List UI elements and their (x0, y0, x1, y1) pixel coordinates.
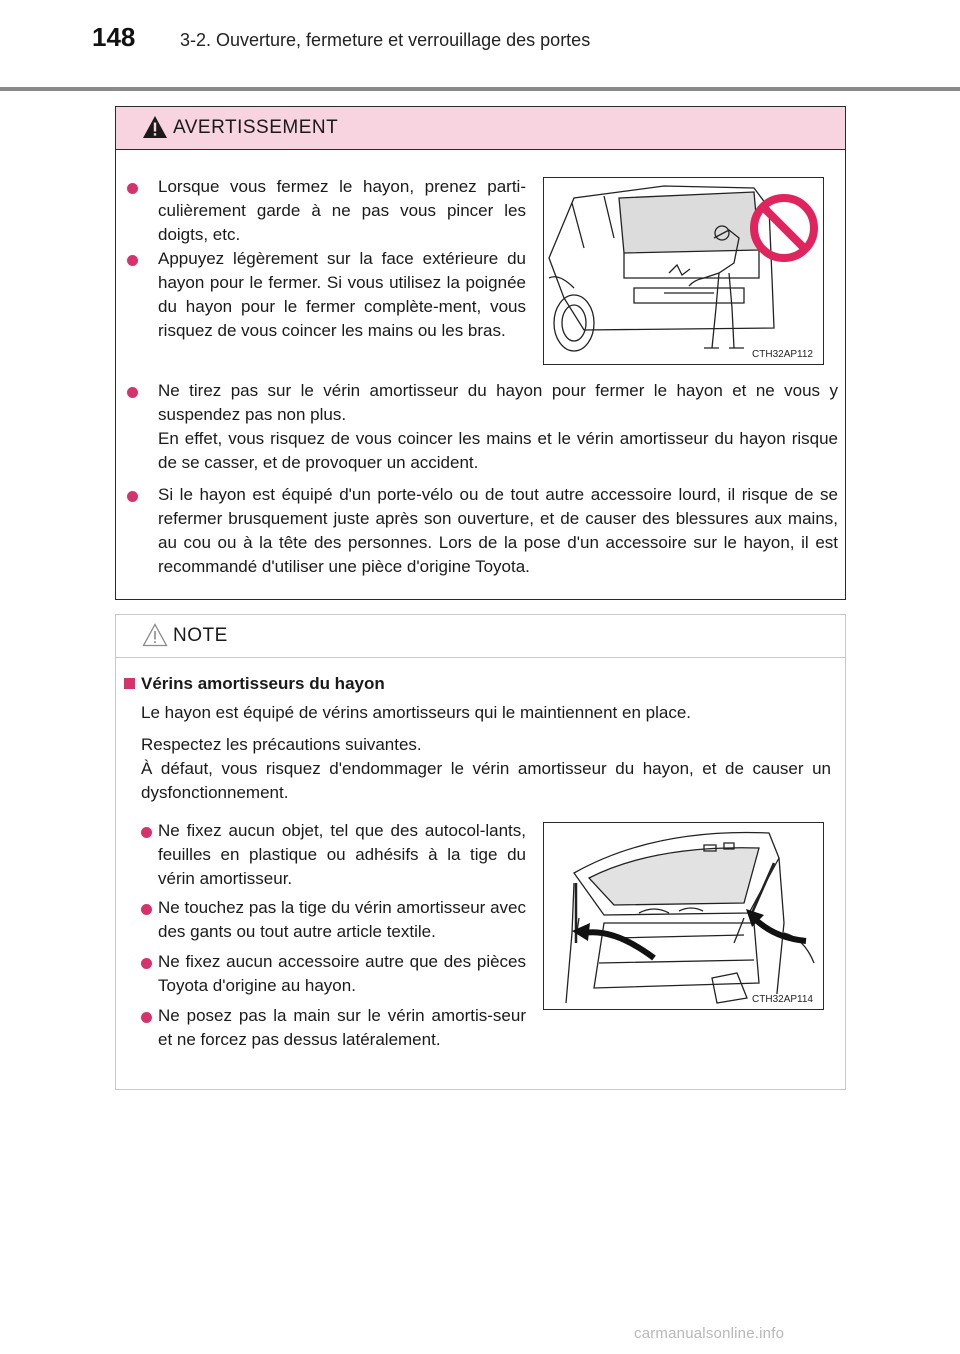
warning-item-3-continuation: En effet, vous risquez de vous coincer les mains et le vérin amortisseur du hayon risque de se casser, et de provoquer un accident. (158, 429, 838, 472)
bullet-icon (127, 255, 138, 266)
bullet-icon (141, 827, 152, 838)
figure-code: CTH32AP114 (752, 994, 813, 1005)
note-paragraph-3: À défaut, vous risquez d'endommager le vérin amortisseur du hayon, et de causer un dysfonctionnement. (141, 759, 831, 802)
warning-triangle-icon (142, 115, 168, 139)
section-title: 3-2. Ouverture, fermeture et verrouillage des portes (180, 30, 591, 50)
warning-item-3: Ne tirez pas sur le vérin amortisseur du hayon pour fermer le hayon et ne vous y suspendez pas non plus. (158, 381, 838, 424)
note-paragraph-1: Le hayon est équipé de vérins amortisseurs qui le maintiennent en place. (141, 703, 692, 722)
warning-item-2: Appuyez légèrement sur la face extérieure du hayon pour le fermer. Si vous utilisez la poignée du hayon pour le fermer complète-ment, vous risquez de vous coincer les mains ou les bras. (158, 249, 526, 340)
bullet-icon (127, 183, 138, 194)
tailgate-closing-illustration (544, 178, 823, 364)
watermark: carmanualsonline.info (634, 1325, 785, 1342)
note-item-4: Ne posez pas la main sur le vérin amortis-seur et ne forcez pas dessus latéralement. (158, 1006, 526, 1049)
note-item-3: Ne fixez aucun accessoire autre que des pièces Toyota d'origine au hayon. (158, 952, 526, 995)
warning-header (116, 107, 845, 150)
note-title: NOTE (173, 625, 228, 646)
figure-code: CTH32AP112 (752, 349, 813, 360)
warning-item-1: Lorsque vous fermez le hayon, prenez parti-culièrement garde à ne pas vous pincer les doigts, etc. (158, 177, 526, 244)
bullet-icon (127, 387, 138, 398)
warning-triangle-outline-icon (142, 623, 168, 647)
page-header (0, 0, 960, 92)
header-rule (0, 87, 960, 91)
bullet-icon (141, 904, 152, 915)
warning-item-4: Si le hayon est équipé d'un porte-vélo ou de tout autre accessoire lourd, il risque de se refermer brusquement juste après son ouverture, et de causer des blessures aux mains, au cou ou à la tête des personnes. Lors de la pose d'un accessoire sur le hayon, il est recommandé d'utiliser une pièce d'origine Toyota. (158, 485, 838, 576)
square-bullet-icon (124, 678, 135, 689)
note-header (116, 615, 845, 658)
tailgate-closing-figure (543, 177, 824, 365)
bullet-icon (127, 491, 138, 502)
bullet-icon (141, 1012, 152, 1023)
note-subheading: Vérins amortisseurs du hayon (141, 674, 385, 693)
page-number: 148 (92, 22, 136, 52)
prohibition-icon (754, 198, 814, 258)
warning-title: AVERTISSEMENT (173, 117, 339, 138)
gas-strut-illustration (544, 823, 823, 1009)
note-item-1: Ne fixez aucun objet, tel que des autocol-lants, feuilles en plastique ou adhésifs à la tige du vérin amortisseur. (158, 821, 526, 888)
gas-strut-figure (543, 822, 824, 1010)
arrow-icon (572, 923, 654, 958)
note-paragraph-2: Respectez les précautions suivantes. (141, 735, 422, 754)
note-item-2: Ne touchez pas la tige du vérin amortisseur avec des gants ou tout autre article textile. (158, 898, 526, 941)
bullet-icon (141, 958, 152, 969)
